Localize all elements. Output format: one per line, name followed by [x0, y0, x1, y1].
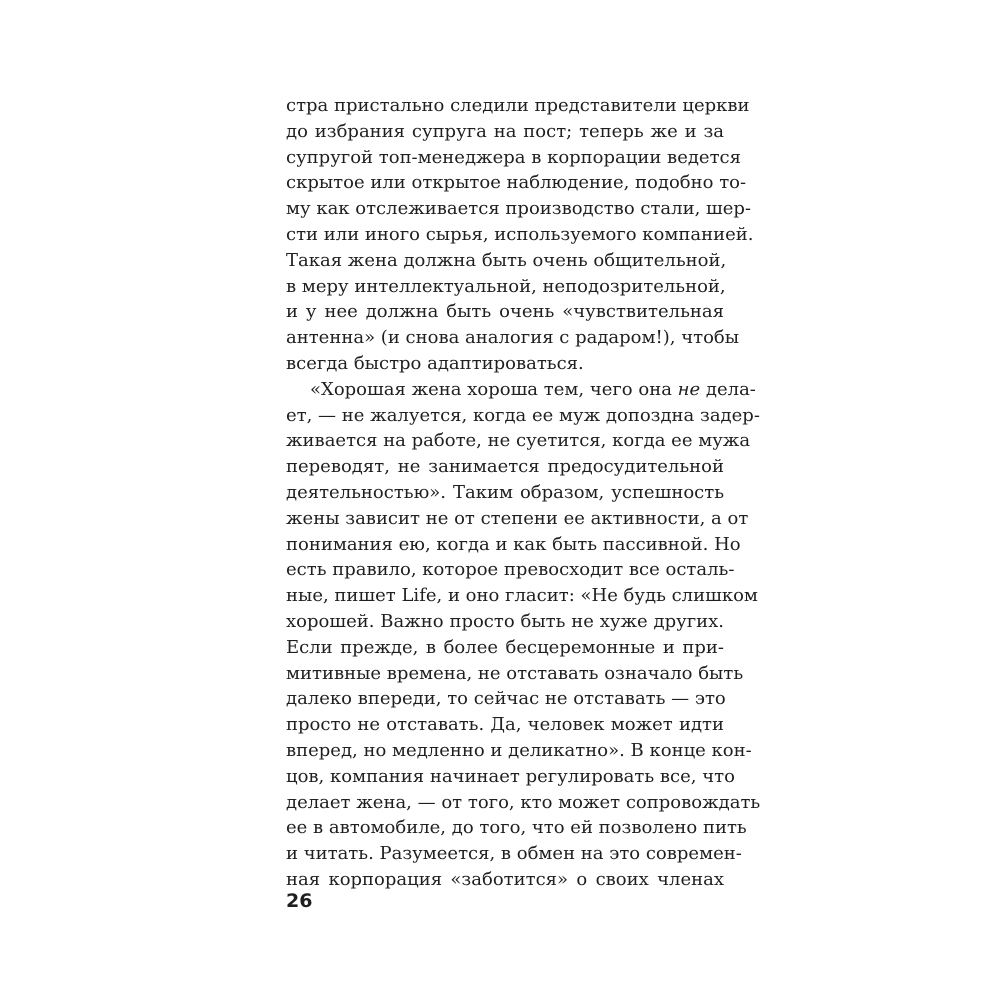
text-line: вперед, но медленно и деликатно». В конце кон- — [286, 739, 752, 761]
text-line: деятельностью». Таким образом, успешность — [286, 481, 724, 503]
paragraph — [286, 93, 754, 377]
text-line: делает жена, — от того, кто может сопровождать — [286, 791, 761, 813]
text-line: жены зависит не от степени ее активности, а от — [286, 507, 749, 529]
text-line: антенна» (и снова аналогия с радаром!), чтобы — [286, 327, 740, 349]
text-line: хорошей. Важно просто быть не хуже других. — [286, 610, 724, 632]
text-line: ные, пишет Life, и оно гласит: «Не будь слишком — [286, 585, 758, 607]
text-line: далеко впереди, то сейчас не отставать — это — [286, 688, 726, 710]
text-line: митивные времена, не отставать означало быть — [286, 662, 744, 684]
text-line: ет, — не жалуется, когда ее муж допоздна задер- — [286, 404, 760, 426]
text-line: ная корпорация «заботится» о своих членах — [286, 868, 724, 890]
text-line: живается на работе, не суетится, когда ее мужа — [286, 430, 751, 452]
text-line: и читать. Разумеется, в обмен на это современ- — [286, 843, 742, 865]
text-line: скрытое или открытое наблюдение, подобно то- — [286, 172, 747, 194]
text-line: и у нее должна быть очень «чувствительная — [286, 301, 724, 323]
text-line: стра пристально следили представители церкви — [286, 95, 750, 116]
text-line: ее в автомобиле, до того, что ей позволено пить — [286, 817, 747, 839]
text-line: до избрания супруга на пост; теперь же и за — [286, 120, 724, 142]
page-number: 26 — [286, 890, 313, 912]
text-line: сти или иного сырья, используемого компанией. — [286, 223, 754, 245]
text-line: переводят, не занимается предосудительной — [286, 456, 724, 478]
emphasis: не — [677, 378, 701, 400]
text-line: «Хорошая жена хороша тем, чего она не дела- — [310, 378, 756, 400]
text-line: просто не отставать. Да, человек может идти — [286, 714, 724, 736]
text-line: всегда быстро адаптироваться. — [286, 352, 584, 374]
text-line: понимания ею, когда и как быть пассивной. Но — [286, 533, 741, 555]
text-line: в меру интеллектуальной, неподозрительной, — [286, 275, 726, 297]
text-line: му как отслеживается производство стали, шер- — [286, 198, 752, 220]
paragraph — [286, 377, 761, 893]
page-body-text — [286, 93, 761, 893]
text-line: цов, компания начинает регулировать все, что — [286, 765, 735, 787]
text-line: супругой топ-менеджера в корпорации ведется — [286, 146, 741, 168]
text-line: есть правило, которое превосходит все осталь- — [286, 559, 735, 581]
text-line: Если прежде, в более бесцеремонные и при- — [286, 636, 724, 658]
text-line: Такая жена должна быть очень общительной, — [286, 249, 727, 271]
